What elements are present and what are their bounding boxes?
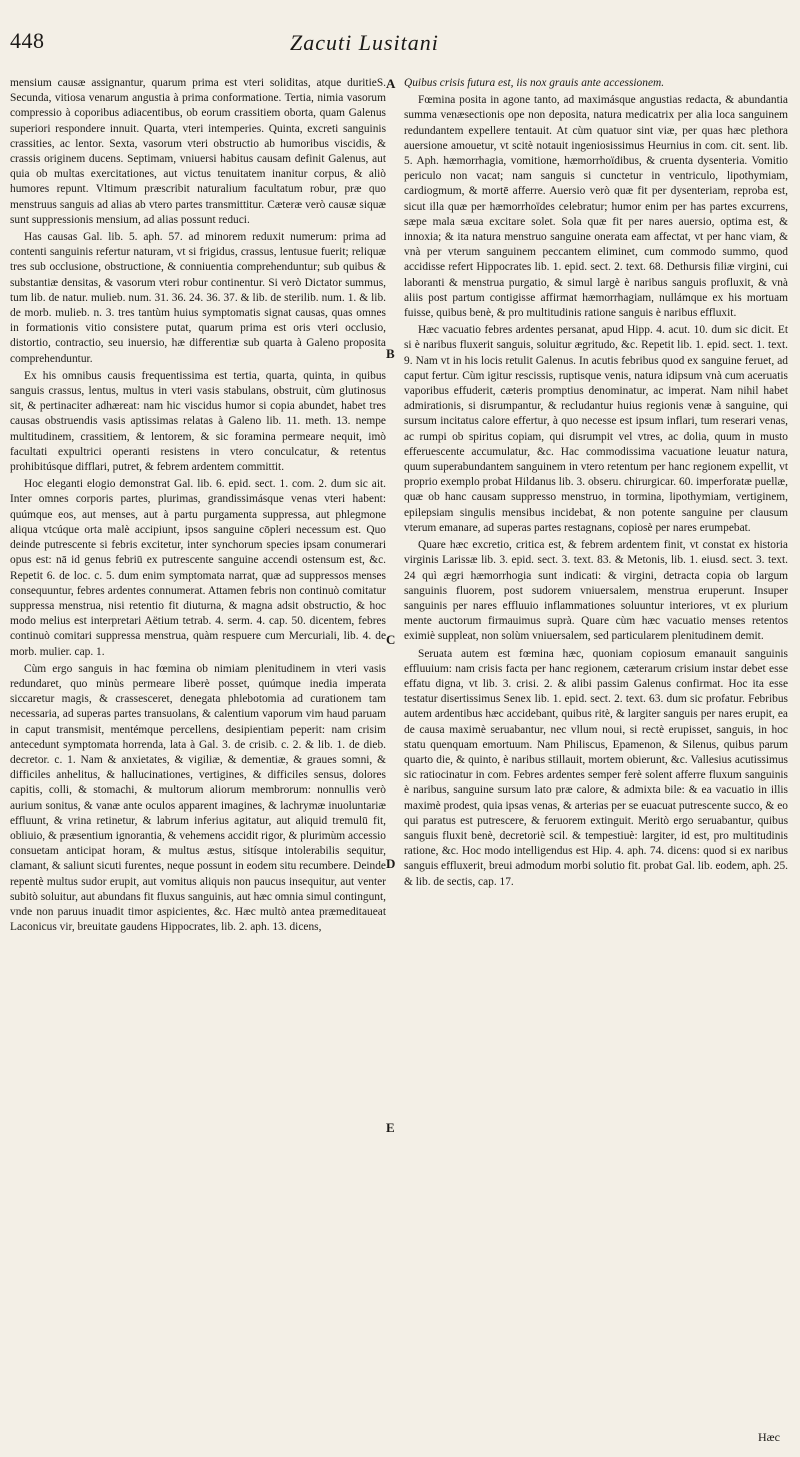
page-number: 448	[10, 28, 45, 53]
paragraph: Quibus crisis futura est, iis nox grauis ante accessionem.	[404, 77, 665, 89]
paragraph: Fœmina posita in agone tanto, ad maximásque angustias redacta, & abundantia summa venæsectionis ope non deposita, natura medicatrix per alia loca sanguinem redundantem expellere tentauit. At cùm quatuor sint viæ, per quas hæc plethora auersione amouetur, vt scitè notauit ingeniosissimus Heurnius in com. cit. sent. lib. 5. Aph. hæmorrhagia, vomitione, hæmorrhoïdibus, & cruenta dysenteria. Vomitio periculo non vacat; nam sanguis si cunctetur in ventriculo, lipothymiam, cardiogmum, & mortē afferre. Auersio verò quæ fit per dysenteriam, reproba est, sicut illa quæ per hæmorrhoïdes celebratur; humor enim per has partes excurrens, sæpe mala sæua excitare solet. Sola quæ fit per nares auersio, optima est, & innoxia; & ita natura menstruo sanguine onerata eam affectat, vt per hanc viam, & vnà per vterum sanguinem peccantem eliminet, cum commodo summo, quod accidisse refert Hippocrates lib. 1. epid. sect. 2. text. 68. Dethursis filiæ virgini, cui laboranti & menstrua purgatio, & simul largè è naribus sanguis profluxit, & vnà aliis post partum contigisse affirmat hæmorrhagiam, nullámque ex his mortuam fuisse, quibus benè, & pro multitudinis ratione sanguis è naribus effluxit.	[404, 94, 788, 320]
paragraph: Has causas Gal. lib. 5. aph. 57. ad minorem reduxit numerum: prima ad contenti sanguinis refertur naturam, vt si frigidus, crassus, lentusue fuerit; reliquæ tres sub occlusione, obstructione, & conniuentia comprehenduntur; sub quibus & substantiæ densitas, & vasorum vteri robur continentur. Si verò Dictator summus, tum lib. de natur. mulieb. num. 31. 36. 24. 36. 37. & lib. de sterilib. num. 1. & lib. de morb. mulieb. n. 3. tres tantùm huius symptomatis signat causas, quas omnes in formationis vitio consistere putat, quarum prima est oris vteri occlusio, distortio, contractio, seu inuersio, hæ differentiæ sub quarta à Galeno proposita comprehenduntur.	[10, 231, 386, 365]
margin-marker-b: B	[386, 346, 395, 361]
running-title: Zacuti Lusitani	[290, 30, 439, 55]
right-column	[404, 76, 788, 892]
paragraph: Seruata autem est fœmina hæc, quoniam copiosum emanauit sanguinis effluuium: nam crisis facta per hanc regionem, cæterarum crisium instar debet esse effatu digna, vt lib. 3. crisi. 2. & alibi passim Galenus confirmat. Hoc ita esse testatur disertissimus Senex lib. 1. epid. sect. 2. text. 63. dum sic profatur. Febribus autem ardentibus hæc accidebant, quibus ritè, & largiter sanguis per nares erupit, ea de causa maximè seruabantur, nec vllum noui, si rectè erupisset, sanguis, in hoc statu quenquam emortuum. Nam Philiscus, Epamenon, & Silenus, quibus parum quarto die, & quinto, è naribus stillauit, mortem obierunt, &c. Vallesius acutissimus sic ratiocinatur in com. Febres ardentes semper ferè solent afferre fluxum sanguinis è naribus, sanguine sursum lato præ calore, & admixta bile: & ea vacuatio in illis maximè prodest, quia ipsas venas, & arterias per se euacuat putrescente succo, & eo qui paratus est putrescere, & feruorem extinguit. Meritò ergo seruabantur, quibus sanguis fluxit benè, decretoriè scil. & tempestiuè: largiter, id est, pro multitudinis ratione, &c. Hoc modo intelligendus est Hip. 4. aph. 74. dicens: quod si ex naribus sanguis effluxerit, breui admodum morbi solutio fit. probat Gal. lib. eodem, aph. 25. & lib. de sectis, cap. 17.	[404, 647, 788, 888]
margin-marker-e: E	[386, 1120, 395, 1135]
paragraph: Hoc eleganti elogio demonstrat Gal. lib. 6. epid. sect. 1. com. 2. dum sic ait. Inter omnes corporis partes, plurimas, grandissimásque venas vteri habent: quúmque eos, aut menses, aut à partu purgamenta suppressa, aut phlegmone aliqua vtcúque orta malè accipiunt, ipsos sanguine cōpleri necessum est. Quo deinde putrescente si febris excitetur, inter synchorum species ipsam conumerari opus est: nā id genus febriū ex putrescente sanguine accendi ostensum est, &c. Repetit 6. de loc. c. 5. dum enim symptomata narrat, quæ ad suppressos menses consequuntur, febres ardentes connumerat. Attamen febris non continuò comitatur suppressa menstrua, nisi retentio fit diuturna, & magna adsit obstructio, & hoc modo melius est interpretari Aëtium tetrab. 4. serm. 4. cap. 50. dicentem, febres continuò comitari suppressa menstrua, quàm respuere cum Mercuriali, lib. 4. de morb. mulier. cap. 1.	[10, 478, 386, 658]
left-column	[10, 76, 386, 937]
margin-marker-a: A	[386, 76, 396, 91]
margin-marker-c: C	[386, 632, 396, 647]
paragraph: Ex his omnibus causis frequentissima est tertia, quarta, quinta, in quibus sanguis crassus, lentus, multus in vteri vasis stabulans, obstruit, cùm glutinosus sit, & pertinaciter adhæreat: nam hic viscidus humor si copia abundet, habet tres causas obstruendis vasis aptissimas relatas à Galeno lib. 11. meth. 13. nempe multitudinem, crassitiem, & lentorem, & sic foramina permeare nequit, imò facultati expultrici operanti resistens in vtero conculcatur, & retentus prohibitúsque difflari, putret, & febrem ardentem committit.	[10, 369, 386, 474]
catchword: Hæc	[758, 1430, 780, 1444]
paragraph: Cùm ergo sanguis in hac fœmina ob nimiam plenitudinem in vteri vasis redundaret, quo minùs permeare liberè posset, quúmque inedia imperata siccaretur magis, & crassesceret, denegata phlebotomia ad curationem tam necessaria, ad superas partes transuolans, & calentium vaporum vim haud paruam in caput transmisit, mentémque percellens, desipientiam peperit: nam crisim antecedunt symptomata horrenda, lata à Gal. 3. de crisib. c. 2. & lib. 1. de dieb. decretor. c. 1. Nam & anxietates, & vigiliæ, & dementiæ, & graues somni, & difficiles anhelitus, & hallucinationes, vertigines, & difficiles sensus, dolores capitis, colli, & stomachi, & multorum aliorum membrorum: nonnullis verò aurium sonitus, & vanæ ante oculos apparent imagines, & lachrymæ inuoluntariæ effluunt, & vrina retinetur, & labrum inferius agitatur, aut aliquid tremulū fit, obliuio, & præsentium ignorantia, & vehemens accidit rigor, & plurimùm accessio consuetam anticipat horam, & multus æstus, sitísque intolerabilis sequitur, clamant, & saliunt sicuti furentes, neque possunt in eodem situ recumbere. Deinde repentè multus sudor erupit, aut vomitus aliquis non paucus insequitur, aut venter subitò soluitur, aut abundans fit fluxus sanguinis, aut hæc omnia simul contingunt, vnde non paruus inuadit timor aspicientes, &c. Hæc multò antea præmeditaueat Laconicus vir, breuitate gaudens Hippocrates, lib. 2. aph. 13. dicens,	[10, 662, 386, 934]
margin-marker-d: D	[386, 856, 396, 871]
paragraph: Hæc vacuatio febres ardentes persanat, apud Hipp. 4. acut. 10. dum sic dicit. Et si è naribus fluxerit sanguis, soluitur ægritudo, &c. Repetit lib. 1. epid. sect. 1. text. 9. Nam vt in his locis retulit Galenus. In acutis febribus quod ex sanguine feruet, ad caput fertur. Cùm igitur rescissis, ruptisque venis, natura idipsum vnà cum aceruatis vaporibus effuderit, cæteris promptius denominatur, ac imperat. Nam nihil habet admirationis, si disrumpantur, & recludantur huius regionis venæ à sanguine, qui sursum incitatus calore effertur, à quo necesse est ipsum inflari, tum reserari venas, ac rumpi ob spiritus copiam, qui disrumpit vel vtres, ac dolia, quum in musto efferuescente accumulatur, &c. Hac commodissima vacuatione leuatur natura, quum superabundantem sanguinem in vtero retentum per hanc regionem expellit, vt proprio exemplo probat Hildanus lib. 3. obseru. chirurgicar. 60. imperforatæ puellæ, quæ ob hanc causam suppresso menstruo, in tormina, lipothymiam, vertiginem, epilepsiam singulis mensibus incidebat, & non potente sanguine per clausum vterum emanare, ad superas partes restagnans, copiosè per nares erumpebat.	[404, 324, 788, 534]
paragraph: Quare hæc excretio, critica est, & febrem ardentem finit, vt constat ex historia virginis Larissæ lib. 3. epid. sect. 3. text. 83. & Metonis, lib. 1. eiusd. sect. 3. text. 24 quì ægri hæmorrhogia sunt indicati: & virgini, detracta copia ob largum sanguinis fluorem, post sudorem vniuersalem, menstrua eruperunt. Insuper sanguinis per nares effluuio inflammationes soluuntur interiores, vt ex plurium mente auctorum firmauimus suprà. Quare cùm hæc vacuatio menses retentos eximiè suppleat, non solùm vniuersalem, sed particularem plenitudinem demit.	[404, 539, 788, 643]
paragraph: mensium causæ assignantur, quarum prima est vteri soliditas, atque duritieS. Secunda, vitiosa venarum angustia à prima conformatione. Tertia, nimia vasorum compressio à coporibus adiacentibus, ob eorum crassitiem oborta, quam Galenus superiori respondere innuit. Quarta, vteri intemperies. Quinta, excreti sanguinis crassities, ac lentor. Sexta, vasorum vteri obstructio ab humoribus viscidis, & crassis originem ducens. Septimam, vniuersi habitus causam definit Galenus, aut quia ob multas exercitationes, aut victus tenuitatem inanitur corpus, & aliò humores repunt. Vltimum præscribit naturalium facultatum robur, præ quo menstruus sanguis ad alias ab vtero partes transmittitur. Cæteræ verò causæ siquæ sunt suppressionis mensium, ad alias possunt reduci.	[10, 77, 386, 226]
